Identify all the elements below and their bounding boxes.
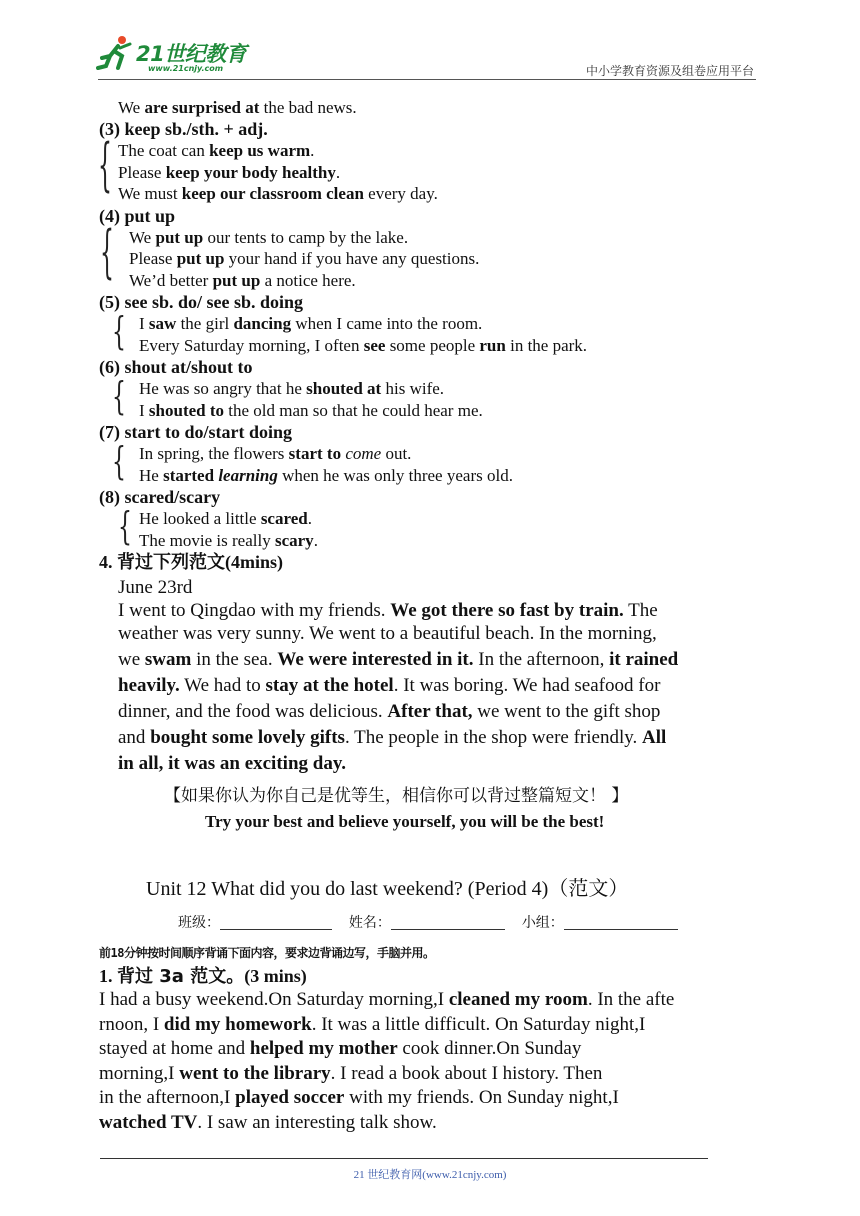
essay-line: we swam in the sea. We were interested in it. In the afternoon, it rained [118,649,679,670]
essay-line: in the afternoon,I played soccer with my friends. On Sunday night,I [99,1087,619,1109]
footer-divider [100,1158,708,1159]
sentence: He looked a little scared. [139,509,312,528]
header-divider [98,79,756,80]
sentence: Please put up your hand if you have any questions. [129,249,480,268]
footer-link[interactable]: 21 世纪教育网(www.21cnjy.com) [353,1169,507,1181]
group-label: 小组： [521,915,564,931]
essay-line: I went to Qingdao with my friends. We got there so fast by train. The [118,600,658,621]
page-header [0,0,860,84]
name-blank[interactable] [391,913,505,930]
sentence: We put up our tents to camp by the lake. [129,228,409,247]
instruction-text: 前18分钟按时间顺序背诵下面内容，要求边背诵边写，手脑并用。 [99,946,435,960]
brace-icon: { [112,310,126,355]
phrase-heading: (4) put up [99,206,176,226]
phrase-heading: (3) keep sb./sth. + adj. [99,119,268,139]
sentence: I saw the girl dancing when I came into the room. [139,314,483,333]
sentence: He started learning when he was only three years old. [139,466,513,485]
phrase-heading: (7) start to do/start doing [99,422,292,442]
essay-line: weather was very sunny. We went to a beautiful beach. In the morning, [118,623,657,644]
sentence: We’d better put up a notice here. [129,271,356,290]
sentence: The movie is really scary. [139,531,318,550]
essay-line: heavily. We had to stay at the hotel. It was boring. We had seafood for [118,675,661,696]
student-info-row [178,913,678,933]
essay-3a [99,988,779,1136]
logo-text: 21世纪教育 [136,42,247,66]
essay-line: stayed at home and helped my mother cook dinner.On Sunday [99,1038,582,1060]
section-heading: 4. 背过下列范文(4mins) [99,552,283,573]
phrase-heading: (8) scared/scary [99,487,221,507]
essay-line: dinner, and the food was delicious. After that, we went to the gift shop [118,701,661,722]
site-logo [96,34,266,78]
name-label: 姓名： [348,915,391,931]
encouragement-en: Try your best and believe yourself, you will be the best! [205,812,605,831]
essay-line: morning,I went to the library. I read a book about I history. Then [99,1062,603,1084]
sentence: We are surprised at the bad news. [118,98,357,117]
unit-title: Unit 12 What did you do last weekend? (Period 4)（范文） [146,876,629,900]
group-blank[interactable] [564,913,678,930]
phrase-heading: (5) see sb. do/ see sb. doing [99,292,304,312]
essay-line: and bought some lovely gifts. The people in the shop were friendly. All [118,727,667,748]
sentence: We must keep our classroom clean every day. [118,184,438,203]
essay-paragraph [118,601,768,777]
brace-icon: { [98,134,112,200]
encouragement-cn: 【如果你认为你自己是优等生，相信你可以背过整篇短文！ 】 [164,786,629,806]
sentence: The coat can keep us warm. [118,141,315,160]
sentence: I shouted to the old man so that he could hear me. [139,401,483,420]
essay-line: I had a busy weekend.On Saturday morning,I cleaned my room. In the afte [99,989,675,1010]
brace-icon: { [100,221,114,287]
sentence: Please keep your body healthy. [118,163,341,182]
brace-icon: { [118,505,132,550]
brace-icon: { [112,375,126,420]
section-heading: 1. 背过 3a 范文。(3 mins) [99,966,307,987]
phrase-heading: (6) shout at/shout to [99,357,253,377]
essay-line: in all, it was an exciting day. [118,753,347,774]
logo-url: www.21cnjy.com [148,64,224,73]
brace-icon: { [112,440,126,485]
sentence: In spring, the flowers start to come out. [139,444,412,463]
sentence: Every Saturday morning, I often see some people run in the park. [139,336,588,355]
essay-date: June 23rd [118,577,193,598]
sentence: He was so angry that he shouted at his wife. [139,379,445,398]
essay-line: rnoon, I did my homework. It was a little difficult. On Saturday night,I [99,1013,646,1035]
class-blank[interactable] [220,913,332,930]
class-label: 班级： [178,915,220,931]
runner-icon [96,34,136,74]
essay-line: watched TV. I saw an interesting talk show. [99,1111,437,1133]
header-platform-text: 中小学教育资源及组卷应用平台 [585,64,754,78]
